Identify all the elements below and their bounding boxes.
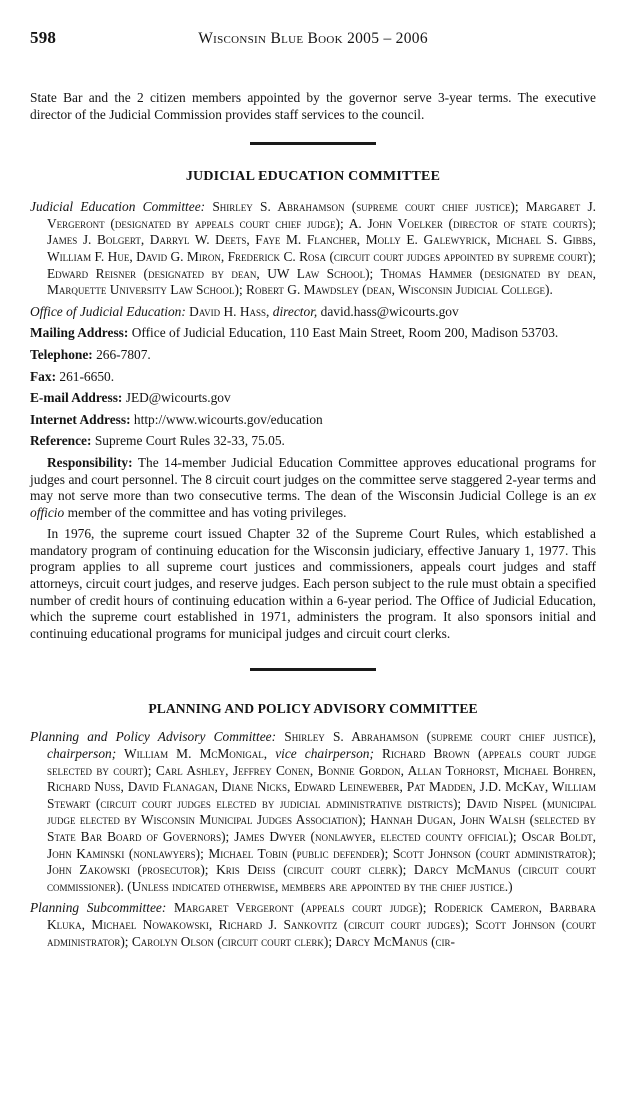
page-header <box>0 0 640 48</box>
judicial-education-members <box>30 199 596 299</box>
section-divider-rule-2 <box>250 668 376 671</box>
mailing-label: Mailing Address: <box>30 325 129 341</box>
office-director-role: director, <box>269 303 318 319</box>
email-text: JED@wicourts.gov <box>122 390 231 406</box>
planning-committee-text-1: Shirley S. Abrahamson (supreme court chief justice), <box>276 729 596 745</box>
office-director-name: David H. Hass, <box>185 303 270 319</box>
planning-vice-chairperson-role: vice chairperson; <box>275 746 374 762</box>
office-label: Office of Judicial Education: <box>30 303 186 319</box>
reference-label: Reference: <box>30 433 92 449</box>
internet-label: Internet Address: <box>30 411 131 427</box>
telephone-text: 266-7807. <box>92 346 151 362</box>
planning-committee-text-3: Richard Brown (appeals court judge selected by court); Carl Ashley, Jeffrey Conen, Bonnie Gordon, Allan Torhorst, Michael Bohren, Richard Nuss, David Flanagan, Diane Nicks, Edward Leineweber, Pat Madden, J.D. McKay, William Stewart (circuit court judges elected by judicial administrative districts); David Nispel (municipal judge elected by Wisconsin Municipal Judges Association); Hannah Dugan, John Walsh (selected by State Bar Board of Governors); James Dwyer (nonlawyer, elected county official); Oscar Boldt, John Kaminski (nonlawyers); Michael Tobin (public defender); Scott Johnson (court administrator); John Zakowski (prosecutor); Kris Deiss (circuit court clerk); Darcy McManus (circuit court commissioner). (Unless indicated otherwise, members are appointed by the chief justice.) <box>47 746 596 894</box>
subcommittee-label: Planning Subcommittee: <box>30 900 167 916</box>
responsibility-text-1: The 14-member Judicial Education Committee approves educational programs for judges and court personnel. The 8 circuit court judges on the committee serve staggered 2-year terms and may not serve more than two consecutive terms. The dean of the Wisconsin Judicial College is an <box>30 454 596 504</box>
mailing-address <box>30 325 596 342</box>
page-content <box>0 90 640 950</box>
office-email: david.hass@wicourts.gov <box>317 303 459 319</box>
planning-subcommittee <box>30 900 596 950</box>
planning-committee-label: Planning and Policy Advisory Committee: <box>30 729 277 745</box>
fax-label: Fax: <box>30 368 57 384</box>
planning-committee-text-2: William M. McMonigal, <box>116 746 276 762</box>
responsibility-text-2: member of the committee and has voting privileges. <box>64 504 347 520</box>
mailing-text: Office of Judicial Education, 110 East Main Street, Room 200, Madison 53703. <box>128 325 559 341</box>
fax-line <box>30 369 596 386</box>
telephone-line <box>30 347 596 364</box>
reference-text: Supreme Court Rules 32-33, 75.05. <box>91 433 285 449</box>
internet-text: http://www.wicourts.gov/education <box>130 411 323 427</box>
email-line <box>30 390 596 407</box>
planning-chairperson-role: chairperson; <box>47 746 117 762</box>
subcommittee-text: Margaret Vergeront (appeals court judge); Roderick Cameron, Barbara Kluka, Michael Nowakowski, Richard J. Sankovitz (circuit court judges); Scott Johnson (court administrator); Carolyn Olson (circuit court clerk); Darcy McManus (cir- <box>47 900 596 949</box>
members-text: Shirley S. Abrahamson (supreme court chief justice); Margaret J. Vergeront (designated by appeals court chief judge); A. John Voelker (director of state courts); James J. Bolgert, Darryl W. Deets, Faye M. Flancher, Molly E. Galewyrick, Michael S. Gibbs, William F. Hue, David G. Miron, Frederick C. Rosa (circuit court judges appointed by supreme court); Edward Reisner (designated by dean, UW Law School); Thomas Hammer (designated by dean, Marquette University Law School); Robert G. Mawdsley (dean, Wisconsin Judicial College). <box>47 199 597 298</box>
section-title-judicial-education: JUDICIAL EDUCATION COMMITTEE <box>185 169 441 185</box>
section-title-planning-policy: PLANNING AND POLICY ADVISORY COMMITTEE <box>148 701 478 717</box>
internet-line <box>30 412 596 429</box>
history-paragraph: In 1976, the supreme court issued Chapter 32 of the Supreme Court Rules, which established a mandatory program of continuing education for the Wisconsin judiciary, effective January 1, 1977. This program applies to all supreme court justices and commissioners, appeals court judges and staff attorneys, circuit court judges, and reserve judges. Each person subject to the rule must obtain a specified number of credit hours of continuing education within a 6-year period. The Office of Judicial Education, which the supreme court established in 1971, administers the program. It also sponsors initial and continuing educational programs for municipal judges and circuit court clerks. <box>30 526 596 641</box>
members-label: Judicial Education Committee: <box>30 199 206 215</box>
planning-committee-members <box>30 729 596 895</box>
responsibility-label: Responsibility: <box>47 454 133 470</box>
office-of-judicial-education <box>30 304 596 321</box>
responsibility-italic: ex officio <box>30 488 596 520</box>
reference-line <box>30 433 596 450</box>
running-head: Wisconsin Blue Book 2005 – 2006 <box>198 30 428 47</box>
page-number: 598 <box>30 28 57 47</box>
section-divider-rule <box>250 142 376 145</box>
intro-paragraph: State Bar and the 2 citizen members appointed by the governor serve 3-year terms. The executive director of the Judicial Commission provides staff services to the council. <box>30 90 596 122</box>
responsibility-paragraph <box>30 455 596 521</box>
email-label: E-mail Address: <box>30 390 123 406</box>
fax-text: 261-6650. <box>56 368 115 384</box>
section-divider-rule-2-wrap <box>30 668 596 671</box>
telephone-label: Telephone: <box>30 346 93 362</box>
